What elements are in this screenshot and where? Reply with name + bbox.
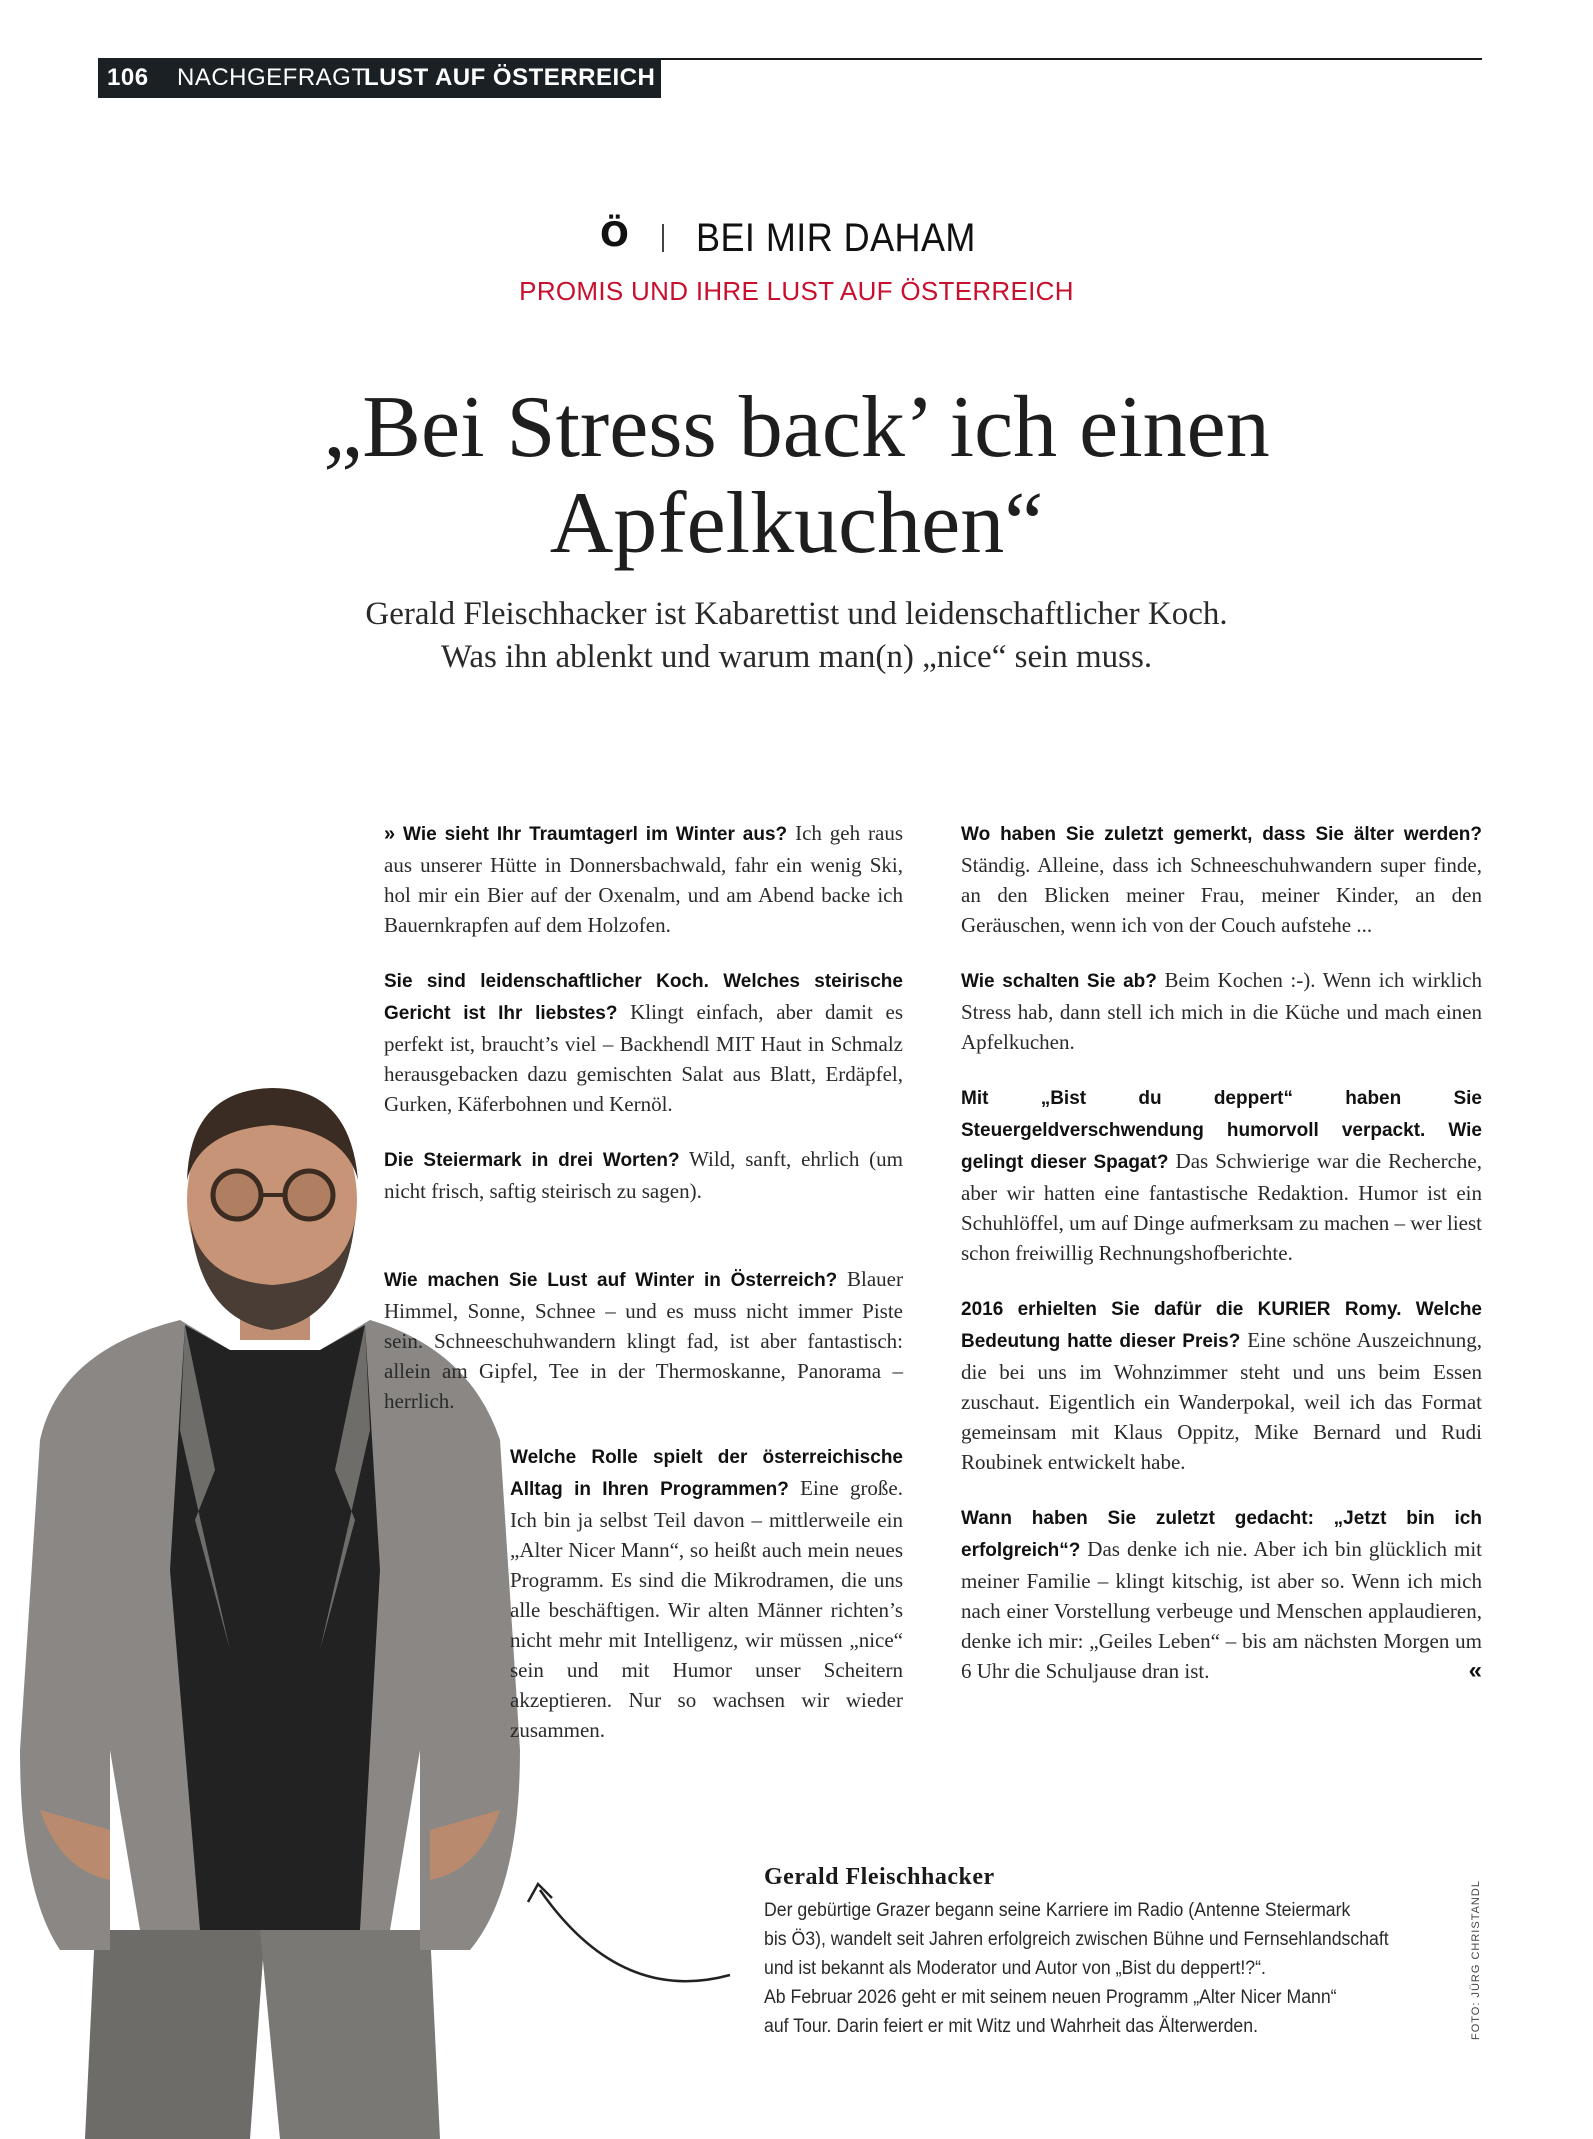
qa-item xyxy=(384,1144,903,1206)
question: Wo haben Sie zuletzt gemerkt, dass Sie älter werden? xyxy=(961,824,1482,845)
question: Die Steiermark in drei Worten? xyxy=(384,1150,680,1171)
question: Wie sieht Ihr Traumtagerl im Winter aus? xyxy=(403,824,788,845)
question: Wie machen Sie Lust auf Winter in Österreich? xyxy=(384,1270,838,1291)
bio-name: Gerald Fleischhacker xyxy=(764,1864,995,1890)
answer: Ständig. Alleine, dass ich Schneeschuhwandern super finde, an den Blicken meiner Frau, meiner Kinder, an den Geräuschen, wenn ich von der Couch aufstehe ... xyxy=(961,853,1482,937)
qa-item xyxy=(384,965,903,1119)
answer: Eine große. Ich bin ja selbst Teil davon – mittlerweile ein „Alter Nicer Mann“, so heißt auch mein neues Programm. Es sind die Mikrodramen, die uns alle beschäftigen. Wir alten Männer richten’s nicht mehr mit Intelligenz, wir müssen „nice“ sein und mit Humor unser Scheitern akzeptieren. Nur so wachsen wir wieder zusammen. xyxy=(510,1476,904,1742)
answer: Ich geh raus aus unserer Hütte in Donnersbachwald, fahr ein wenig Ski, hol mir ein Bier auf der Oxenalm, und am Abend backe ich Bauernkrapfen auf dem Holzofen. xyxy=(384,821,904,937)
qa-item xyxy=(961,965,1482,1057)
bio-line: bis Ö3), wandelt seit Jahren erfolgreich zwischen Bühne und Fernsehlandschaft xyxy=(764,1929,1389,1950)
bio-line: Der gebürtige Grazer begann seine Karriere im Radio (Antenne Steiermark xyxy=(764,1900,1351,1921)
section-name: NACHGEFRAGT xyxy=(177,64,367,91)
deck-line-2: Was ihn ablenkt und warum man(n) „nice“ sein muss. xyxy=(440,639,1153,675)
article-start-marker: » xyxy=(384,823,396,845)
headline xyxy=(100,380,1493,572)
rubric-title: BEI MIR DAHAM xyxy=(696,216,976,260)
answer: Das Schwierige war die Recherche, aber wir hatten eine fantastische Redaktion. Humor ist ein Schuhlöffel, um auf Dinge aufmerksam zu machen – wer liest schon freiwillig Rechnungshofberichte. xyxy=(961,1149,1482,1265)
bio-text xyxy=(764,1896,1415,2041)
pointer-arrow-icon xyxy=(500,1870,740,2000)
bio-line: Ab Februar 2026 geht er mit seinem neuen Programm „Alter Nicer Mann“ xyxy=(764,1987,1337,2008)
article-end-marker: « xyxy=(1468,1657,1482,1684)
deck-line-1: Gerald Fleischhacker ist Kabarettist und leidenschaftlicher Koch. xyxy=(365,596,1228,632)
qa-item xyxy=(384,818,903,940)
qa-item xyxy=(961,1082,1482,1268)
page-number: 106 xyxy=(107,64,149,91)
question: Wie schalten Sie ab? xyxy=(961,971,1157,992)
answer: Klingt einfach, aber damit es perfekt ist, braucht’s viel – Backhendl MIT Haut in Schmalz herausgebacken dazu gemischten Salat aus Blatt, Erdäpfel, Gurken, Käferbohnen und Kernöl. xyxy=(384,1000,904,1116)
qa-item xyxy=(961,1293,1482,1477)
rubric-divider xyxy=(662,224,664,252)
qa-item xyxy=(384,1264,903,1416)
question: Welche Rolle spielt der österreichische Alltag in Ihren Programmen? xyxy=(510,1447,903,1500)
qa-item xyxy=(384,1441,903,1745)
headline-line-2: Apfelkuchen“ xyxy=(549,475,1044,572)
qa-item xyxy=(961,818,1482,940)
answer: Wild, sanft, ehrlich (um nicht frisch, saftig steirisch zu sagen). xyxy=(384,1147,904,1203)
section-title: LUST AUF ÖSTERREICH xyxy=(364,64,656,91)
answer: Blauer Himmel, Sonne, Schnee – und es muss nicht immer Piste sein. Schneeschuhwandern klingt fad, ist aber fantastisch: allein am Gipfel, Tee in der Thermoskanne, Panorama – herrlich. xyxy=(384,1267,903,1413)
interview-column-left-lower xyxy=(384,1264,903,1770)
answer: Beim Kochen :-). Wenn ich wirklich Stress hab, dann stell ich mich in die Küche und mach einen Apfelkuchen. xyxy=(961,968,1482,1054)
bio-line: und ist bekannt als Moderator und Autor von „Bist du deppert!?“. xyxy=(764,1958,1266,1979)
interview-column-right xyxy=(961,818,1482,1711)
interview-column-left xyxy=(384,818,903,1231)
photo-credit: FOTO: JÜRG CHRISTANDL xyxy=(1470,1880,1482,2040)
qa-item xyxy=(961,1502,1482,1686)
answer: Eine schöne Auszeichnung, die bei uns im Wohnzimmer steht und uns beim Essen zuschaut. Eigentlich ein Wanderpokal, weil ich das Format gemeinsam mit Klaus Oppitz, Mike Bernard und Rudi Roubinek entwickelt habe. xyxy=(961,1328,1482,1474)
rubric-subtitle: PROMIS UND IHRE LUST AUF ÖSTERREICH xyxy=(519,276,1074,306)
deck xyxy=(100,593,1493,679)
question: Sie sind leidenschaftlicher Koch. Welches steirische Gericht ist Ihr liebstes? xyxy=(384,971,903,1024)
question: 2016 erhielten Sie dafür die KURIER Romy. Welche Bedeutung hatte dieser Preis? xyxy=(961,1299,1482,1352)
question: Wann haben Sie zuletzt gedacht: „Jetzt bin ich erfolgreich“? xyxy=(961,1508,1482,1561)
question: Mit „Bist du deppert“ haben Sie Steuergeldverschwendung humorvoll verpackt. Wie gelingt dieser Spagat? xyxy=(961,1088,1482,1173)
bio-line: auf Tour. Darin feiert er mit Witz und Wahrheit das Älterwerden. xyxy=(764,2016,1258,2037)
answer: Das denke ich nie. Aber ich bin glücklich mit meiner Familie – klingt kitschig, ist aber so. Wenn ich mich nach einer Vorstellung verbeuge und Menschen applaudieren, denke ich mir: „Geiles Leben“ – bis am nächsten Morgen um 6 Uhr die Schuljause dran ist. xyxy=(961,1537,1482,1683)
brand-logo: Ö xyxy=(600,215,629,255)
headline-line-1: „Bei Stress back’ ich einen xyxy=(323,379,1270,476)
page-header xyxy=(98,58,661,98)
